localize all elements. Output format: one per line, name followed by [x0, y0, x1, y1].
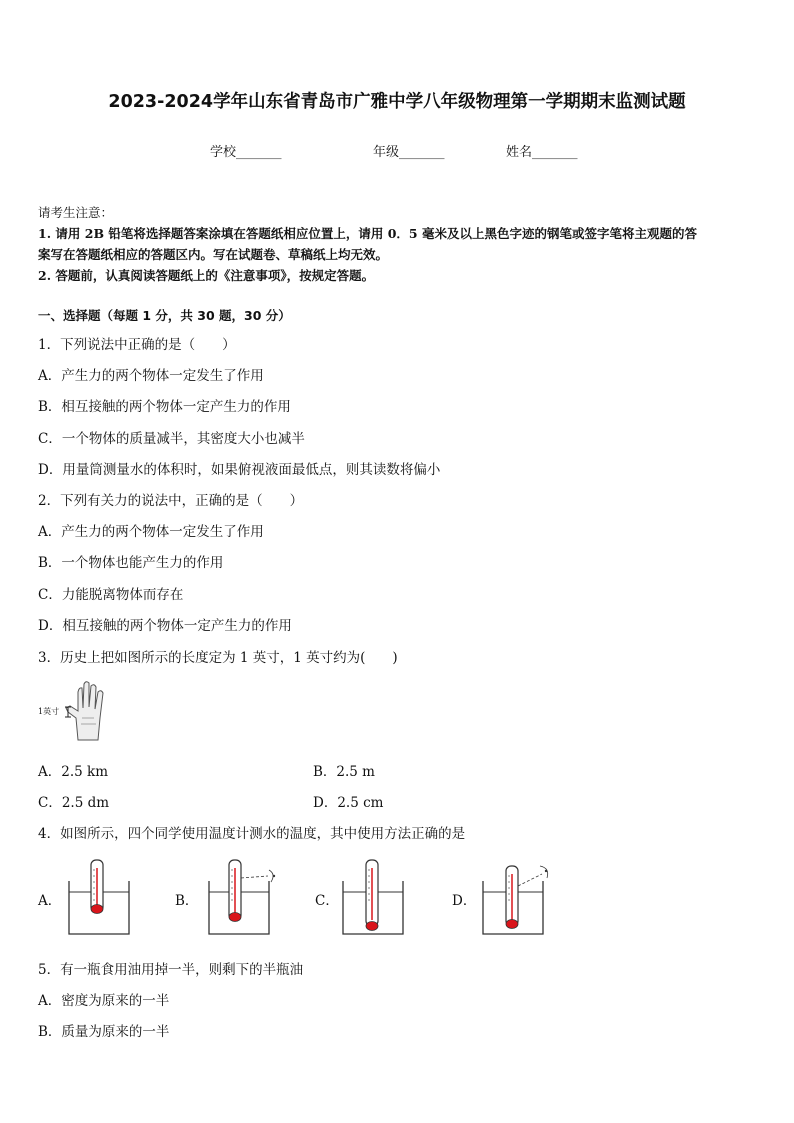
q4-label-d: D．	[452, 893, 477, 909]
q1-option-c: C．一个物体的质量减半，其密度大小也减半	[38, 431, 305, 447]
notice-heading: 请考生注意：	[38, 205, 114, 220]
q4-stem: 4．如图所示，四个同学使用温度计测水的温度，其中使用方法正确的是	[38, 826, 466, 842]
q3-option-d: D．2.5 cm	[313, 795, 384, 811]
q2-option-d: D．相互接触的两个物体一定产生力的作用	[38, 618, 292, 634]
notice-line-3: 2. 答题前，认真阅读答题纸上的《注意事项》，按规定答题。	[38, 268, 375, 283]
q5-option-a: A．密度为原来的一半	[38, 993, 170, 1009]
q2-option-a: A．产生力的两个物体一定发生了作用	[38, 524, 264, 540]
q3-option-b: B．2.5 m	[313, 764, 375, 780]
thermometer-beaker-c	[340, 856, 410, 938]
grade-field: 年级_______	[373, 145, 445, 160]
q2-option-b: B．一个物体也能产生力的作用	[38, 555, 224, 571]
q3-option-c: C．2.5 dm	[38, 795, 110, 811]
q1-stem: 1．下列说法中正确的是（ ）	[38, 337, 236, 353]
q4-label-b: B．	[175, 893, 199, 909]
q1-option-a: A．产生力的两个物体一定发生了作用	[38, 368, 264, 384]
page-title: 2023-2024学年山东省青岛市广雅中学八年级物理第一学期期末监测试题	[108, 92, 686, 112]
q1-option-d: D．用量筒测量水的体积时，如果俯视液面最低点，则其读数将偏小	[38, 462, 441, 478]
name-field: 姓名_______	[506, 145, 578, 160]
inch-label: 1英寸	[38, 707, 60, 716]
thermometer-beaker-b	[206, 856, 286, 938]
notice-line-1: 1. 请用 2B 铅笔将选择题答案涂填在答题纸相应位置上，请用 0．5 毫米及以上黑色字迹的钢笔或签字笔将主观题的答	[38, 226, 697, 241]
q5-option-b: B．质量为原来的一半	[38, 1024, 170, 1040]
q4-label-c: C．	[315, 893, 339, 909]
thermometer-beaker-a	[66, 856, 136, 938]
thermometer-beaker-d	[480, 856, 560, 938]
q1-option-b: B．相互接触的两个物体一定产生力的作用	[38, 399, 291, 415]
q3-stem: 3．历史上把如图所示的长度定为 1 英寸，1 英寸约为( )	[38, 650, 398, 666]
q2-stem: 2．下列有关力的说法中，正确的是（ ）	[38, 493, 304, 509]
section-heading: 一、选择题（每题 1 分，共 30 题，30 分）	[38, 308, 291, 323]
q3-option-a: A．2.5 km	[38, 764, 108, 780]
notice-line-2: 案写在答题纸相应的答题区内。写在试题卷、草稿纸上均无效。	[38, 247, 389, 262]
school-field: 学校_______	[210, 145, 282, 160]
q2-option-c: C．力能脱离物体而存在	[38, 587, 184, 603]
q4-label-a: A．	[38, 893, 62, 909]
hand-figure	[58, 678, 116, 742]
q5-stem: 5．有一瓶食用油用掉一半，则剩下的半瓶油	[38, 962, 304, 978]
